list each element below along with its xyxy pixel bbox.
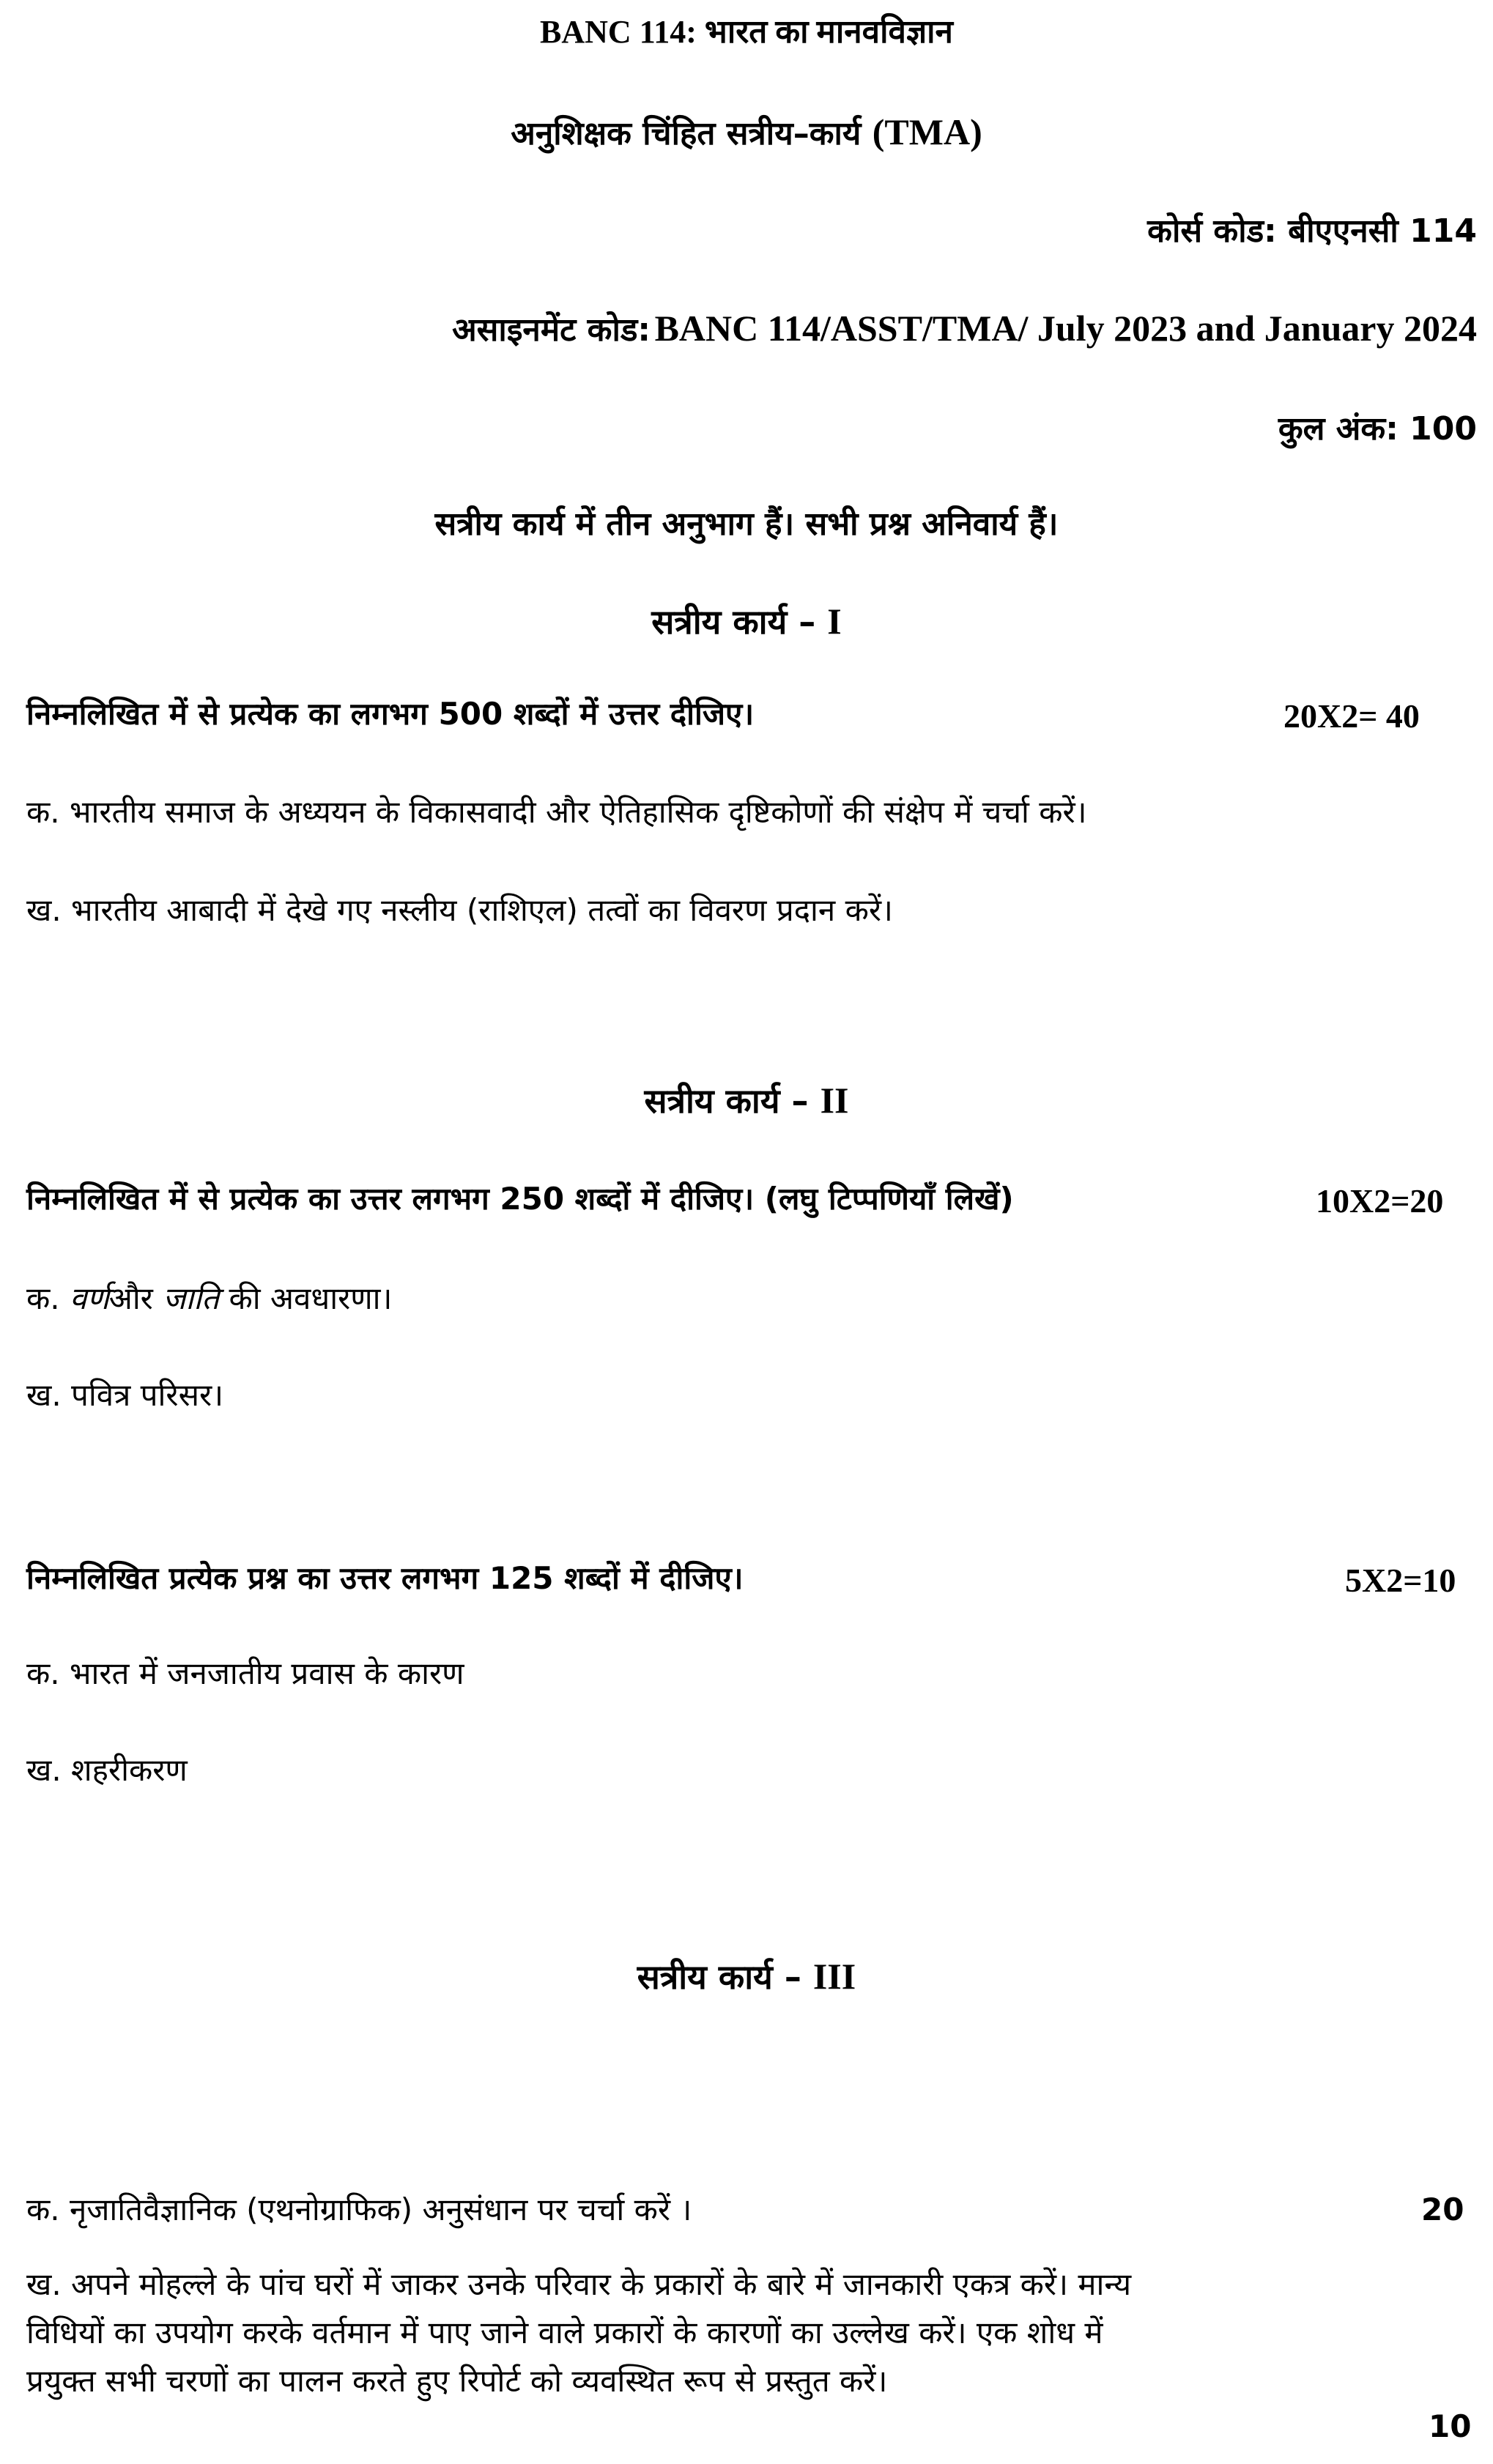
section-3-numeral: III	[812, 1956, 856, 1997]
question-b-line-1: ख. अपने मोहल्ले के पांच घरों में जाकर उनके परिवार के प्रकारों के बारे में जानकारी एकत्र करें। मान्य	[26, 2266, 1132, 2302]
section-3-question-b	[26, 2260, 1462, 2405]
section-2-marks: 10X2=20	[1316, 1182, 1444, 1220]
question-a-connector: और	[108, 1280, 153, 1316]
section-1-numeral: I	[827, 601, 842, 642]
question-b-line-3: प्रयुक्त सभी चरणों का पालन करते हुए रिपोर्ट को व्यवस्थित रूप से प्रस्तुत करें।	[26, 2363, 888, 2399]
section-3-question-b-marks: 10	[1429, 2408, 1472, 2444]
section-1-instruction: निम्नलिखित में से प्रत्येक का लगभग 500 शब्दों में उत्तर दीजिए।	[26, 696, 755, 732]
section-2-instruction: निम्नलिखित में से प्रत्येक का उत्तर लगभग 250 शब्दों में दीजिए। (लघु टिप्पणियाँ लिखें)	[26, 1181, 1014, 1217]
section-2-numeral: II	[820, 1080, 849, 1121]
section-1-title-text: सत्रीय कार्य –	[651, 602, 816, 642]
section-2-marks-2: 5X2=10	[1345, 1562, 1456, 1599]
section-2-question-c: क. भारत में जनजातीय प्रवास के कारण	[26, 1655, 464, 1691]
document-subtitle	[0, 110, 1493, 154]
assignment-code	[452, 306, 1477, 350]
question-a-suffix: की अवधारणा।	[229, 1280, 393, 1316]
section-1-marks: 20X2= 40	[1283, 697, 1420, 735]
section-1-question-b: ख. भारतीय आबादी में देखे गए नस्लीय (राशिएल) तत्वों का विवरण प्रदान करें।	[26, 892, 893, 928]
section-3-title-text: सत्रीय कार्य –	[637, 1957, 801, 1997]
assignment-code-value: BANC 114/ASST/TMA/ July 2023 and January 2024	[654, 308, 1477, 349]
course-code	[1147, 212, 1477, 251]
section-3-title	[0, 1954, 1493, 1998]
section-3-question-a-marks: 20	[1421, 2192, 1464, 2227]
term-jati: जाति	[163, 1280, 220, 1316]
section-1-title	[0, 599, 1493, 643]
subtitle-tma: (TMA)	[872, 111, 982, 152]
section-3-question-a: क. नृजातिवैज्ञानिक (एथनोग्राफिक) अनुसंधान पर चर्चा करें ।	[26, 2192, 692, 2227]
document-title: BANC 114: भारत का मानवविज्ञान	[540, 14, 953, 50]
subtitle-hindi: अनुशिक्षक चिंहित सत्रीय–कार्य	[511, 115, 862, 152]
general-instruction: सत्रीय कार्य में तीन अनुभाग हैं। सभी प्रश्न अनिवार्य हैं।	[434, 505, 1059, 543]
total-marks-value: 100	[1409, 410, 1477, 448]
course-code-label: कोर्स कोड:	[1147, 212, 1277, 250]
assignment-code-label: असाइनमेंट कोड:	[452, 311, 651, 349]
total-marks	[1278, 410, 1477, 449]
section-2-question-a	[26, 1280, 392, 1317]
question-a-prefix: क.	[26, 1280, 60, 1316]
section-2-title	[0, 1078, 1493, 1122]
section-2-question-d: ख. शहरीकरण	[26, 1752, 188, 1788]
course-code-value: बीएएनसी 114	[1288, 212, 1477, 250]
section-1-question-a: क. भारतीय समाज के अध्ययन के विकासवादी और ऐतिहासिक दृष्टिकोणों की संक्षेप में चर्चा करें।	[26, 794, 1087, 830]
section-2-title-text: सत्रीय कार्य –	[644, 1081, 809, 1121]
term-varna: वर्ण	[69, 1280, 109, 1316]
total-marks-label: कुल अंक:	[1278, 410, 1398, 448]
question-b-line-2: विधियों का उपयोग करके वर्तमान में पाए जाने वाले प्रकारों के कारणों का उल्लेख करें। एक शोध में	[26, 2315, 1103, 2350]
section-2-question-b: ख. पवित्र परिसर।	[26, 1377, 224, 1413]
section-2-instruction-2: निम्नलिखित प्रत्येक प्रश्न का उत्तर लगभग 125 शब्दों में दीजिए।	[26, 1560, 744, 1596]
